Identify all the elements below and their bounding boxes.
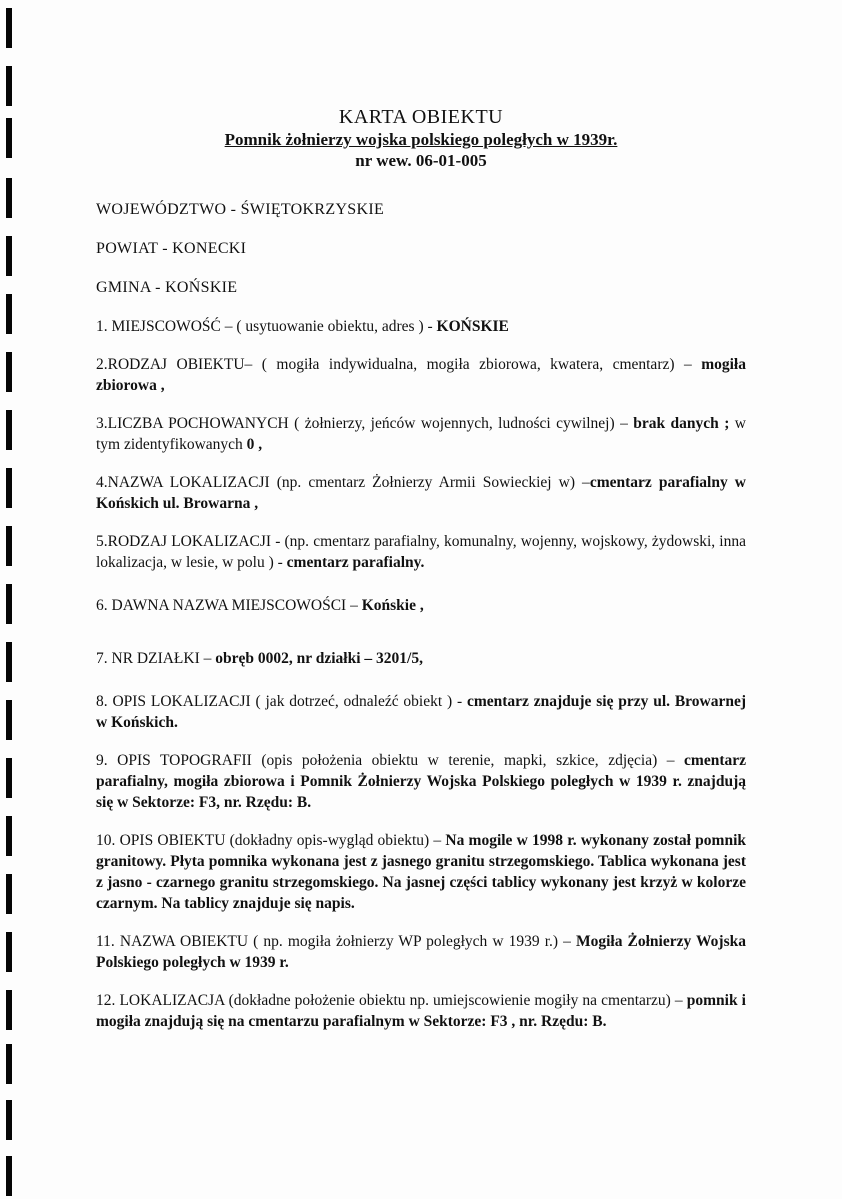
item-1 xyxy=(96,316,746,337)
item-value: Na mogile w 1998 r. wykonany został pomnik granitowy. Płyta pomnika wykonana jest z jasnego granitu strzegomskiego. Tablica wykonana jest z jasno - czarnego granitu strzegomskiego. Na jasnej części tablicy wykonany jest krzyż w kolorze czarnym. Na tablicy znajduje się napis. xyxy=(96,832,747,912)
item-label: 3.LICZBA POCHOWANYCH ( żołnierzy, jeńców wojennych, ludności cywilnej) – xyxy=(96,415,634,432)
item-label: 8. OPIS LOKALIZACJI ( jak dotrzeć, odnaleźć obiekt ) - xyxy=(96,693,467,710)
binding-mark xyxy=(6,1044,12,1084)
item-9 xyxy=(96,750,746,813)
document-subtitle: Pomnik żołnierzy wojska polskiego poległych w 1939r. xyxy=(224,130,618,149)
item-3 xyxy=(96,413,746,455)
binding-mark xyxy=(6,410,12,450)
item-value: mogiła zbiorowa , xyxy=(96,356,746,394)
item-label: 11. NAZWA OBIEKTU ( np. mogiła żołnierzy WP poległych w 1939 r.) – xyxy=(96,933,576,950)
item-extra-value: 0 , xyxy=(246,436,263,453)
title-block xyxy=(96,105,746,172)
item-5 xyxy=(96,531,746,573)
item-label: 4.NAZWA LOKALIZACJI (np. cmentarz Żołnierzy Armii Sowieckiej w) – xyxy=(96,474,590,491)
binding-mark xyxy=(6,584,12,624)
item-8 xyxy=(96,691,746,733)
document-content xyxy=(96,105,746,1032)
binding-mark xyxy=(6,758,12,798)
item-value: Mogiła Żołnierzy Wojska Polskiego poległych w 1939 r. xyxy=(96,933,746,971)
item-value: obręb 0002, nr działki – 3201/5, xyxy=(215,650,423,667)
binding-mark xyxy=(6,1100,12,1140)
binding-mark xyxy=(6,294,12,334)
binding-mark xyxy=(6,66,12,106)
item-label: 6. DAWNA NAZWA MIEJSCOWOŚCI – xyxy=(96,597,362,614)
binding-mark xyxy=(6,118,12,158)
wojewodztwo-line: WOJEWÓDZTWO - ŚWIĘTOKRZYSKIE xyxy=(96,201,385,218)
item-2 xyxy=(96,354,746,396)
item-label: 2.RODZAJ OBIEKTU– ( mogiła indywidualna, mogiła zbiorowa, kwatera, cmentarz) – xyxy=(96,356,702,373)
binding-mark xyxy=(6,526,12,566)
item-label: 12. LOKALIZACJA (dokładne położenie obiektu np. umiejscowienie mogiły na cmentarzu) – xyxy=(96,992,687,1009)
gmina-line: GMINA - KOŃSKIE xyxy=(96,279,238,296)
binding-mark xyxy=(6,352,12,392)
binding-mark xyxy=(6,874,12,914)
item-label: 7. NR DZIAŁKI – xyxy=(96,650,216,667)
item-value: brak danych ; xyxy=(633,415,730,432)
document-title: KARTA OBIEKTU xyxy=(338,106,504,128)
item-value: KOŃSKIE xyxy=(436,318,509,335)
item-value: cmentarz parafialny, mogiła zbiorowa i Pomnik Żołnierzy Wojska Polskiego poległych w 1939 r. znajdują się w Sektorze: F3, nr. Rzędu: B. xyxy=(96,752,746,811)
item-value: cmentarz parafialny. xyxy=(286,554,425,571)
item-extra: w tym zidentyfikowanych xyxy=(96,415,746,453)
binding-mark xyxy=(6,236,12,276)
item-value: cmentarz parafialny w Końskich ul. Browarna , xyxy=(96,474,746,512)
item-10 xyxy=(96,830,746,914)
binding-mark xyxy=(6,1156,12,1196)
item-value: cmentarz znajduje się przy ul. Browarnej w Końskich. xyxy=(96,693,746,731)
binding-mark xyxy=(6,642,12,682)
item-7 xyxy=(96,648,746,669)
item-12 xyxy=(96,990,746,1032)
binding-mark xyxy=(6,178,12,218)
binding-mark xyxy=(6,932,12,972)
binding-mark xyxy=(6,816,12,856)
binding-mark xyxy=(6,8,12,48)
item-label: 1. MIEJSCOWOŚĆ – ( usytuowanie obiektu, adres ) - xyxy=(96,318,437,335)
binding-mark xyxy=(6,700,12,740)
item-label: 9. OPIS TOPOGRAFII (opis położenia obiektu w terenie, mapki, szkice, zdjęcia) – xyxy=(96,752,685,769)
item-4 xyxy=(96,472,746,514)
binding-mark xyxy=(6,990,12,1030)
binding-holes xyxy=(4,0,14,1199)
powiat-line: POWIAT - KONECKI xyxy=(96,240,247,257)
item-label: 5.RODZAJ LOKALIZACJI - (np. cmentarz parafialny, komunalny, wojenny, wojskowy, żydowski, inna lokalizacja, w lesie, w polu ) - xyxy=(96,533,746,571)
item-value: pomnik i mogiła znajdują się na cmentarzu parafialnym w Sektorze: F3 , nr. Rzędu: B. xyxy=(96,992,746,1030)
item-label: 10. OPIS OBIEKTU (dokładny opis-wygląd obiektu) – xyxy=(96,832,446,849)
item-value: Końskie , xyxy=(361,597,424,614)
binding-mark xyxy=(6,468,12,508)
item-11 xyxy=(96,931,746,973)
item-6 xyxy=(96,595,746,616)
internal-number: nr wew. 06-01-005 xyxy=(355,151,487,170)
